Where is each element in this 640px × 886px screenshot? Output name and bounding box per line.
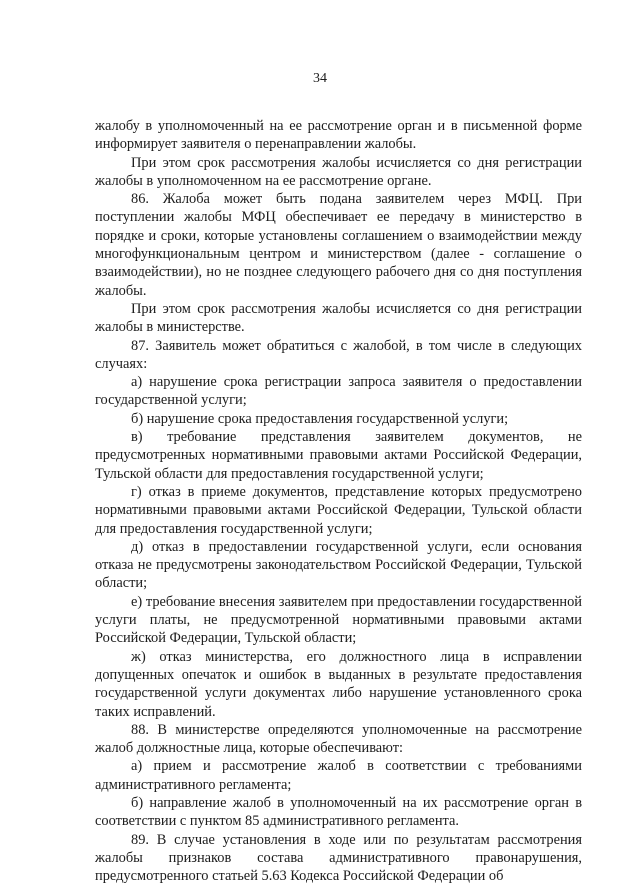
list-item: в) требование представления заявителем документов, не предусмотренных нормативными правовыми актами Российской Федерации, Тульской области для предоставления государственной услуги; (95, 429, 582, 482)
paragraph-87: 87. Заявитель может обратиться с жалобой, в том числе в следующих случаях: (95, 337, 582, 372)
list-item: а) нарушение срока регистрации запроса заявителя о предоставлении государственной услуги; (95, 374, 582, 409)
paragraph-89: 89. В случае установления в ходе или по результатам рассмотрения жалобы признаков состава административного правонарушения, предусмотренного статьей 5.63 Кодекса Российской Федерации об (95, 831, 582, 885)
list-item: а) прием и рассмотрение жалоб в соответствии с требованиями административного регламента; (95, 758, 582, 793)
paragraph-86: 86. Жалоба может быть подана заявителем через МФЦ. При поступлении жалобы МФЦ обеспечивает ее передачу в министерство в порядке и сроки, которые установлены соглашением о взаимодействии между многофункциональным центром и министерством (далее - соглашение о взаимодействии), но не позднее следующего рабочего дня со дня поступления жалобы. (95, 191, 582, 299)
list-item: г) отказ в приеме документов, представление которых предусмотрено нормативными правовыми актами Российской Федерации, Тульской области для предоставления государственной услуги; (95, 483, 582, 537)
paragraph: При этом срок рассмотрения жалобы исчисляется со дня регистрации жалобы в уполномоченном на ее рассмотрение органе. (95, 154, 582, 189)
paragraph-88: 88. В министерстве определяются уполномоченные на рассмотрение жалоб должностные лица, которые обеспечивают: (95, 721, 582, 757)
page-number: 34 (313, 71, 327, 86)
list-item: д) отказ в предоставлении государственной услуги, если основания отказа не предусмотрены законодательством Российской Федерации, Тульской области; (95, 538, 582, 592)
paragraph: жалобу в уполномоченный на ее рассмотрение орган и в письменной форме информирует заявителя о перенаправлении жалобы. (95, 118, 582, 153)
paragraph: При этом срок рассмотрения жалобы исчисляется со дня регистрации жалобы в министерстве. (95, 300, 582, 336)
list-item: б) направление жалоб в уполномоченный на их рассмотрение орган в соответствии с пунктом 85 административного регламента. (95, 794, 582, 830)
list-item: ж) отказ министерства, его должностного лица в исправлении допущенных опечаток и ошибок в выданных в результате предоставления государственной услуги документах либо нарушение установленного срока таких исправлений. (95, 648, 582, 720)
list-item: е) требование внесения заявителем при предоставлении государственной услуги платы, не предусмотренной нормативными правовыми актами Российской Федерации, Тульской области; (95, 593, 582, 647)
document-body (95, 117, 582, 885)
list-item: б) нарушение срока предоставления государственной услуги; (131, 410, 509, 427)
